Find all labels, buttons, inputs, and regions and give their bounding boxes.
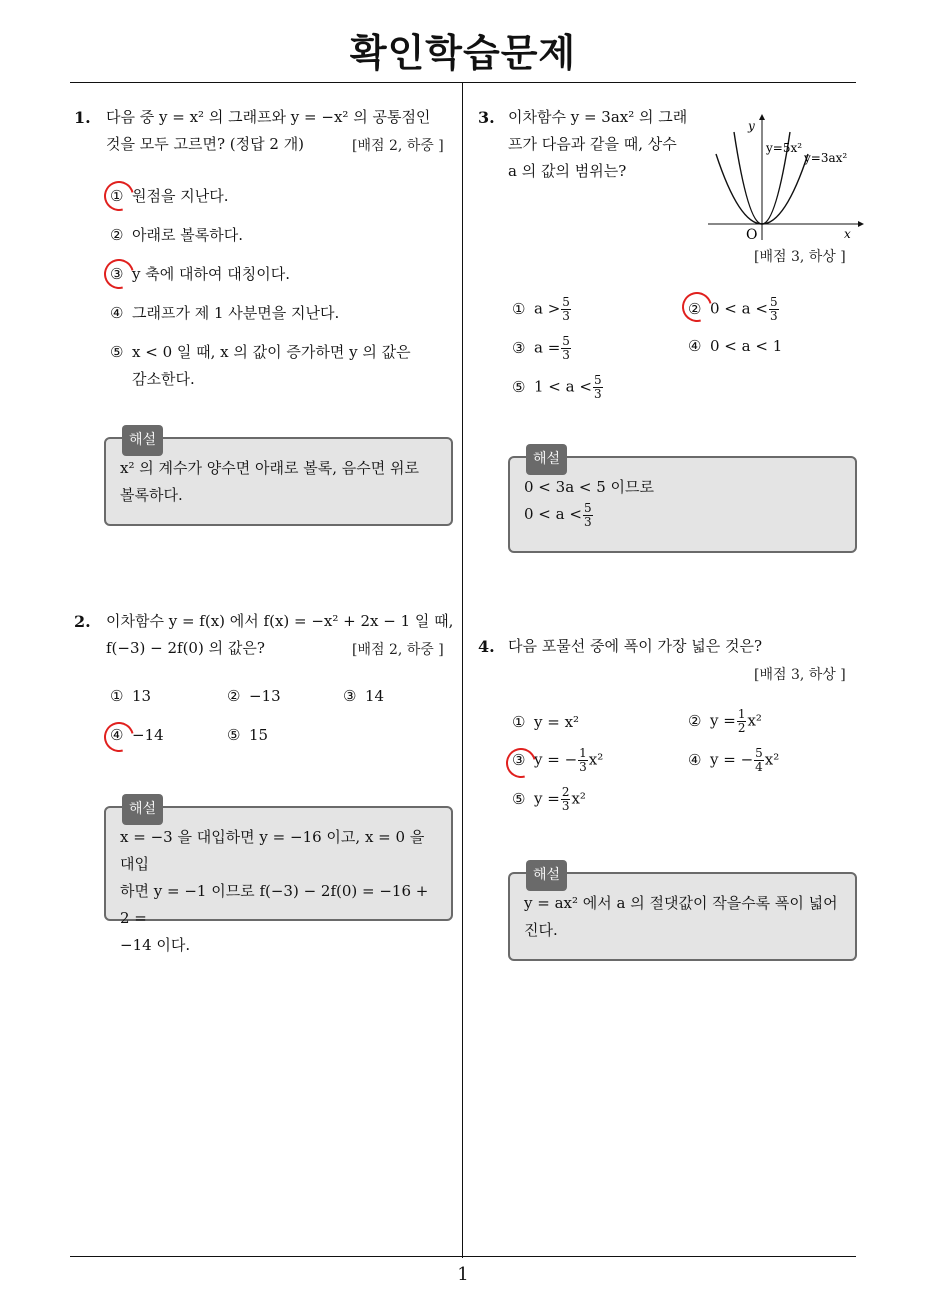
q1-choice-4[interactable] — [110, 302, 339, 323]
q3-score: [배점 3, 하상 ] — [754, 249, 846, 265]
choice-text: −13 — [249, 687, 281, 705]
explanation-line: 0 < 3a < 5 이므로 — [524, 478, 655, 496]
choice-number: ④ — [688, 337, 702, 355]
choice-number: ① — [512, 713, 526, 731]
q3-choice-4[interactable] — [688, 337, 782, 355]
column-divider — [462, 83, 463, 1258]
choice-number: ④ — [688, 750, 702, 769]
fraction — [578, 747, 588, 774]
answer-mark-circle — [99, 176, 140, 217]
q4-score: [배점 3, 하상 ] — [754, 667, 846, 683]
q2-text-line1: 이차함수 y = f(x) 에서 f(x) = −x² + 2x − 1 일 때, — [106, 612, 454, 630]
q4-choice-4[interactable] — [688, 747, 779, 774]
q2-text-line2: f(−3) − 2f(0) 의 값은? — [106, 639, 265, 657]
origin-label: O — [746, 227, 758, 242]
q1-score: [배점 2, 하중 ] — [352, 138, 444, 154]
choice-number: ② — [110, 226, 124, 244]
answer-mark-circle — [99, 717, 140, 758]
q3-number: 3. — [478, 108, 495, 127]
fraction-numerator: 5 — [593, 373, 602, 387]
q2-choice-5[interactable] — [227, 726, 268, 744]
q3-choice-3[interactable] — [512, 335, 572, 362]
fraction-denominator: 3 — [562, 309, 570, 323]
fraction-numerator: 2 — [561, 785, 570, 799]
q2-score: [배점 2, 하중 ] — [352, 642, 444, 658]
q1-text-line1: 다음 중 y = x² 의 그래프와 y = −x² 의 공통점인 — [106, 108, 431, 126]
curve2-label: y=3ax² — [804, 151, 848, 165]
page-number: 1 — [457, 1264, 469, 1285]
fraction-denominator: 4 — [755, 760, 763, 774]
fraction-denominator: 3 — [769, 309, 778, 323]
explanation-line: −14 이다. — [120, 936, 191, 954]
q3-text-line1: 이차함수 y = 3ax² 의 그래 — [508, 108, 688, 126]
explanation-line: x² 의 계수가 양수면 아래로 볼록, 음수면 위로 — [120, 459, 419, 477]
choice-number: ③ — [110, 265, 124, 283]
q2-choice-2[interactable] — [227, 687, 281, 705]
fraction-denominator: 2 — [737, 721, 746, 735]
choice-number: ② — [688, 711, 702, 730]
choice-number: ② — [227, 687, 241, 705]
q3-choice-1[interactable] — [512, 296, 572, 323]
choice-number: ⑤ — [512, 789, 526, 808]
fraction-numerator: 5 — [562, 295, 570, 309]
choice-number: ⑤ — [110, 343, 124, 361]
choice-text: a > — [534, 299, 561, 318]
fraction — [561, 786, 571, 813]
fraction-numerator: 5 — [583, 500, 592, 515]
fraction-denominator: 3 — [562, 348, 570, 362]
choice-number: ③ — [512, 750, 526, 769]
choice-text: 1 < a < — [534, 377, 592, 396]
fraction — [769, 296, 779, 323]
q3-text-line2: 프가 다음과 같을 때, 상수 — [508, 135, 677, 153]
explanation-line — [524, 501, 841, 529]
q4-text-line1: 다음 포물선 중에 폭이 가장 넓은 것은? — [508, 637, 763, 655]
fraction — [737, 708, 747, 735]
explanation-line: 볼록하다. — [120, 486, 183, 504]
q4-choice-5[interactable] — [512, 786, 586, 813]
explanation-tag: 해설 — [122, 425, 163, 456]
q1-text-line2: 것을 모두 고르면? (정답 2 개) — [106, 135, 305, 153]
answer-mark-circle — [99, 254, 140, 295]
choice-number: ④ — [110, 726, 124, 744]
explanation-text: 0 < a < — [524, 505, 582, 523]
choice-text: 15 — [249, 726, 269, 744]
q1-choice-2[interactable] — [110, 224, 243, 245]
curve1-label: y=5x² — [766, 141, 803, 155]
q1-choice-5[interactable] — [110, 341, 411, 362]
q1-explanation-box — [104, 432, 453, 526]
explanation-line: x = −3 을 대입하면 y = −16 이고, x = 0 을 대입 — [120, 828, 425, 873]
footer-rule — [70, 1256, 856, 1257]
q4-explanation-box — [508, 867, 857, 961]
choice-text: y 축에 대하여 대칭이다. — [132, 265, 290, 283]
q1-number: 1. — [74, 108, 91, 127]
q4-choice-1[interactable] — [512, 713, 579, 731]
choice-number: ⑤ — [227, 726, 241, 744]
choice-number: ② — [688, 299, 702, 318]
q4-number: 4. — [478, 637, 495, 656]
choice-text-suffix: x² — [764, 750, 780, 769]
fraction-denominator: 3 — [593, 387, 602, 401]
choice-number: ③ — [343, 687, 357, 705]
choice-text: 아래로 볼록하다. — [132, 226, 243, 244]
choice-number: ① — [110, 687, 124, 705]
q2-choice-3[interactable] — [343, 687, 384, 705]
explanation-tag: 해설 — [122, 794, 163, 825]
fraction-denominator: 3 — [583, 514, 592, 529]
explanation-tag: 해설 — [526, 860, 567, 891]
fraction-denominator: 3 — [579, 760, 587, 774]
explanation-line: 진다. — [524, 921, 558, 939]
fraction-numerator: 1 — [579, 746, 587, 760]
explanation-tag: 해설 — [526, 444, 567, 475]
fraction-numerator: 5 — [769, 295, 778, 309]
page-title: 확인학습문제 — [349, 31, 577, 75]
choice-text: 14 — [365, 687, 385, 705]
choice-text: y = − — [710, 750, 754, 769]
fraction — [561, 296, 571, 323]
q4-choice-2[interactable] — [688, 708, 762, 735]
header-rule — [70, 82, 856, 83]
choice-text: 13 — [132, 687, 152, 705]
choice-text: 0 < a < — [710, 299, 768, 318]
choice-number: ⑤ — [512, 377, 526, 396]
choice-text: 0 < a < 1 — [710, 337, 783, 355]
choice-number: ③ — [512, 338, 526, 357]
choice-number: ① — [512, 299, 526, 318]
choice-text-suffix: x² — [571, 789, 586, 808]
choice-text: −14 — [132, 726, 164, 744]
choice-text: y = — [710, 711, 736, 730]
fraction — [583, 502, 593, 529]
q3-parabola-graph — [700, 112, 866, 242]
fraction-numerator: 5 — [562, 334, 570, 348]
fraction — [561, 335, 571, 362]
q3-explanation-box — [508, 451, 857, 553]
choice-text: x < 0 일 때, x 의 값이 증가하면 y 의 값은 — [132, 343, 411, 361]
choice-text: y = — [534, 789, 560, 808]
choice-number: ① — [110, 187, 124, 205]
explanation-line: 하면 y = −1 이므로 f(−3) − 2f(0) = −16 + 2 = — [120, 882, 429, 927]
choice-text: y = x² — [534, 713, 580, 731]
choice-text-suffix: x² — [747, 711, 762, 730]
choice-text: 원점을 지난다. — [132, 187, 229, 205]
choice-text: 그래프가 제 1 사분면을 지난다. — [132, 304, 340, 322]
choice-number: ④ — [110, 304, 124, 322]
q3-text-line3: a 의 값의 범위는? — [508, 162, 627, 180]
q2-number: 2. — [74, 612, 91, 631]
choice-text: y = − — [534, 750, 578, 769]
fraction — [754, 747, 764, 774]
q1-choice-5-line2: 감소한다. — [132, 370, 195, 388]
choice-text-suffix: x² — [588, 750, 604, 769]
y-axis-label: y — [748, 119, 755, 133]
fraction-denominator: 3 — [561, 799, 570, 813]
fraction-numerator: 5 — [755, 746, 763, 760]
q2-choice-1[interactable] — [110, 687, 151, 705]
explanation-line: y = ax² 에서 a 의 절댓값이 작을수록 폭이 넓어 — [524, 894, 838, 912]
choice-text: a = — [534, 338, 561, 357]
q2-explanation-box — [104, 801, 453, 954]
x-axis-label: x — [844, 227, 851, 241]
fraction — [593, 374, 603, 401]
q3-choice-5[interactable] — [512, 374, 604, 401]
q1-choice-3[interactable] — [110, 263, 290, 284]
fraction-numerator: 1 — [737, 707, 746, 721]
